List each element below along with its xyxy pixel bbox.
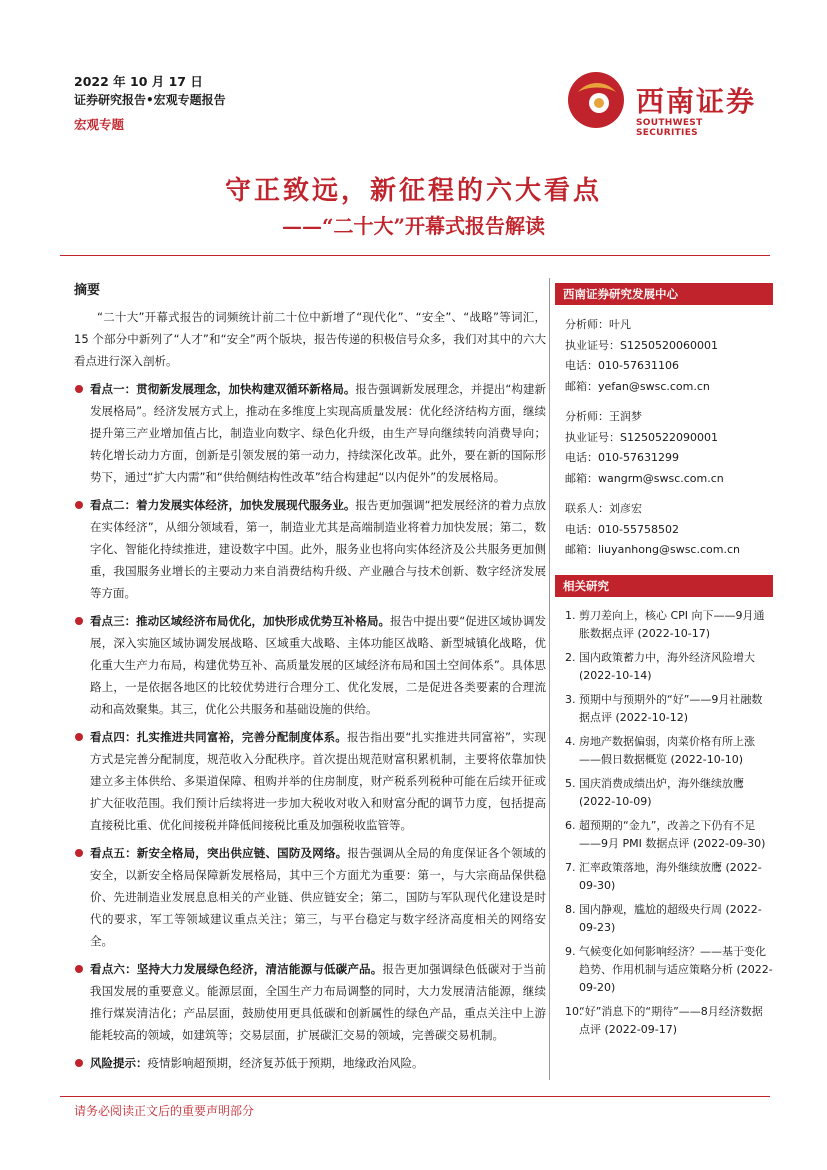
related-research-number: 6. xyxy=(565,818,576,832)
related-research-title: 国内静观，尴尬的超级央行周 (2022-09-23) xyxy=(579,902,762,934)
analyst-info-line: 分析师：王润梦 xyxy=(565,410,642,423)
summary-bullet xyxy=(74,726,546,836)
bullet-dot-icon xyxy=(75,1059,83,1067)
related-research-item xyxy=(565,691,773,727)
related-research-number: 3. xyxy=(565,692,576,706)
bullet-text: 报告中提出要“促进区域协调发展，深入实施区域协调发展战略、区域重大战略、主体功能区战略、新型城镇化战略，优化重大生产力布局，构建优势互补、高质量发展的区域经济布局和国土空间体系”。具体思路上，一是依据各地区的比较优势进行合理分工、优化发展，二是促进各类要素的合理流动和高效聚集。其三，优化公共服务和基础设施的供给。 xyxy=(90,614,546,716)
bullet-dot-icon xyxy=(75,849,83,857)
related-research-title: “好”消息下的“期待”——8月经济数据点评 (2022-09-17) xyxy=(579,1004,763,1036)
report-title: 守正致远，新征程的六大看点 xyxy=(224,176,602,206)
related-research-number: 10. xyxy=(565,1004,583,1018)
bullet-lead: 看点五：新安全格局，突出供应链、国防及网络。 xyxy=(90,846,348,860)
related-research-item xyxy=(565,733,773,769)
summary-bullet xyxy=(74,842,546,952)
summary-bullet xyxy=(74,378,546,488)
analyst-info-line: 邮箱：liuyanhong@swsc.com.cn xyxy=(565,543,740,556)
bullet-text: 报告指出要“扎实推进共同富裕”，实现方式是完善分配制度，规范收入分配秩序。首次提出规范财富积累机制，主要将依靠加快建立多主体供给、多渠道保障、租购并举的住房制度，财产税系列税种可能在后续开征或扩大征收范围。我们预计后续将进一步加大税收对收入和财富分配的调节力度，包括提高直接税比重、优化间接税并降低间接税比重及加强税收监管等。 xyxy=(90,730,546,832)
bullet-text: 报告更加强调“把发展经济的着力点放在实体经济”，从细分领域看，第一，制造业尤其是高端制造业将着力加快发展；第二，数字化、智能化持续推进，建设数字中国。此外，服务业也将向实体经济及公共服务更加侧重，我国服务业增长的主要动力来自消费结构升级、产业融合与技术创新、数字经济发展等方面。 xyxy=(90,498,546,600)
related-research-item xyxy=(565,649,773,685)
summary-bullet xyxy=(74,494,546,604)
related-research-title: 汇率政策落地，海外继续放鹰 (2022-09-30) xyxy=(579,860,762,892)
logo-en-text: SOUTHWEST SECURITIES xyxy=(636,118,703,138)
related-research-title: 国内政策蓄力中，海外经济风险增大 (2022-10-14) xyxy=(579,650,755,682)
related-research-item xyxy=(565,607,773,643)
analyst-info-line: 电话：010-57631106 xyxy=(565,359,679,372)
analyst-info-line: 分析师：叶凡 xyxy=(565,318,631,331)
bullet-lead: 看点二：着力发展实体经济，加快发展现代服务业。 xyxy=(90,498,356,512)
related-research-title: 气候变化如何影响经济？——基于变化趋势、作用机制与适应策略分析 (2022-09-20) xyxy=(579,944,773,994)
analyst-block xyxy=(555,499,773,561)
related-research-number: 5. xyxy=(565,776,576,790)
bullet-text: 报告强调从全局的角度保证各个领域的安全，以新安全格局保障新发展格局，其中三个方面尤为重要：第一，与大宗商品保供稳价、先进制造业发展息息相关的产业链、供应链安全；第二，国防与军队现代化建设是时代的要求，军工等领域建议重点关注；第三，与平台稳定与数字经济高度相关的网络安全。 xyxy=(90,846,546,948)
report-date: 2022 年 10 月 17 日 xyxy=(74,74,203,89)
summary-intro: “二十大”开幕式报告的词频统计前二十位中新增了“现代化”、“安全”、“战略”等词汇，15 个部分中新列了“人才”和“安全”两个版块，报告传递的积极信号众多，我们对其中的六大看点进行深入剖析。 xyxy=(74,310,546,368)
analyst-info-line: 邮箱：yefan@swsc.com.cn xyxy=(565,379,710,393)
bullet-dot-icon xyxy=(75,617,83,625)
bullet-lead: 看点三：推动区域经济布局优化，加快形成优势互补格局。 xyxy=(90,614,391,628)
report-type: 证券研究报告•宏观专题报告 xyxy=(74,93,226,107)
analyst-block xyxy=(555,407,773,489)
related-research-number: 2. xyxy=(565,650,576,664)
related-research-item xyxy=(565,943,773,997)
report-subtitle: ——“二十大”开幕式报告解读 xyxy=(281,214,545,238)
related-research-number: 4. xyxy=(565,734,576,748)
analyst-info-line: 电话：010-57631299 xyxy=(565,451,679,464)
analyst-list xyxy=(555,315,773,561)
bottom-divider xyxy=(60,1096,770,1097)
related-research-number: 9. xyxy=(565,944,576,958)
related-research-title: 预期中与预期外的“好”——9月社融数据点评 (2022-10-12) xyxy=(579,692,763,724)
related-research-item xyxy=(565,859,773,895)
analyst-info-line: 联系人：刘彦宏 xyxy=(565,502,642,515)
bullet-dot-icon xyxy=(75,965,83,973)
related-research-title: 剪刀差向上，核心 CPI 向下——9月通胀数据点评 (2022-10-17) xyxy=(579,608,765,640)
bullet-lead: 风险提示： xyxy=(90,1056,148,1070)
summary-bullet xyxy=(74,1052,546,1074)
analyst-block xyxy=(555,315,773,397)
related-research-title: 房地产数据偏弱，肉菜价格有所上涨——假日数据概览 (2022-10-10) xyxy=(579,734,755,766)
summary-bullet xyxy=(74,958,546,1046)
report-category: 宏观专题 xyxy=(74,117,125,132)
top-divider xyxy=(60,255,770,256)
bullet-text: 报告强调新发展理念，并提出“构建新发展格局”。经济发展方式上，推动在多维度上实现高质量发展：优化经济结构方面，继续提升第三产业增加值占比，制造业向数字、绿色化升级，由生产导向继续转向消费导向；转化增长动力方面，创新是引领发展的第一动力，持续深化改革。此外，要在新的国际形势下，通过“扩大内需”和“供给侧结构性改革”结合构建起“以内促外”的发展格局。 xyxy=(90,382,546,484)
column-divider xyxy=(549,278,550,1080)
bullet-text: 疫情影响超预期，经济复苏低于预期，地缘政治风险。 xyxy=(147,1056,424,1070)
related-research-number: 8. xyxy=(565,902,576,916)
analyst-info-line: 执业证号：S1250520060001 xyxy=(565,338,718,352)
related-research-item xyxy=(565,901,773,937)
summary-heading: 摘要 xyxy=(74,283,101,298)
related-research-title: 相关研究 xyxy=(555,575,773,597)
analyst-info-line: 电话：010-55758502 xyxy=(565,522,679,536)
related-research-item xyxy=(565,1003,773,1039)
logo-cn-text: 西南证券 xyxy=(636,85,757,118)
analyst-info-line: 执业证号：S1250522090001 xyxy=(565,430,718,444)
bullet-dot-icon xyxy=(75,501,83,509)
related-research-item xyxy=(565,775,773,811)
logo-mark-icon xyxy=(566,70,626,130)
summary-section xyxy=(74,280,546,1080)
report-header xyxy=(74,73,226,138)
sidebar xyxy=(555,283,773,1045)
summary-bullets xyxy=(74,378,546,1074)
footer-notice: 请务必阅读正文后的重要声明部分 xyxy=(74,1104,255,1118)
research-center-title: 西南证券研究发展中心 xyxy=(555,283,773,305)
related-research-number: 7. xyxy=(565,860,576,874)
bullet-dot-icon xyxy=(75,733,83,741)
related-research-number: 1. xyxy=(565,608,576,622)
related-research-title: 国庆消费成绩出炉，海外继续放鹰 (2022-10-09) xyxy=(579,776,744,808)
analyst-info-line: 邮箱：wangrm@swsc.com.cn xyxy=(565,471,724,485)
bullet-dot-icon xyxy=(75,385,83,393)
bullet-lead: 看点一：贯彻新发展理念，加快构建双循环新格局。 xyxy=(90,382,356,396)
related-research-item xyxy=(565,817,773,853)
bullet-lead: 看点四：扎实推进共同富裕，完善分配制度体系。 xyxy=(90,730,347,744)
company-logo xyxy=(566,70,766,138)
related-research-title: 超预期的“金九”，改善之下仍有不足——9月 PMI 数据点评 (2022-09-30) xyxy=(579,818,766,850)
bullet-text: 报告更加强调绿色低碳对于当前我国发展的重要意义。能源层面，全国生产力布局调整的同时，大力发展清洁能源，继续推行煤炭清洁化；产品层面，鼓励使用更具低碳和创新属性的绿色产品，重点关注中上游能耗较高的领域，如建筑等；交易层面，扩展碳汇交易的领域，完善碳交易机制。 xyxy=(90,962,547,1042)
bullet-lead: 看点六：坚持大力发展绿色经济，清洁能源与低碳产品。 xyxy=(90,962,383,976)
summary-bullet xyxy=(74,610,546,720)
related-research-list xyxy=(555,607,773,1039)
